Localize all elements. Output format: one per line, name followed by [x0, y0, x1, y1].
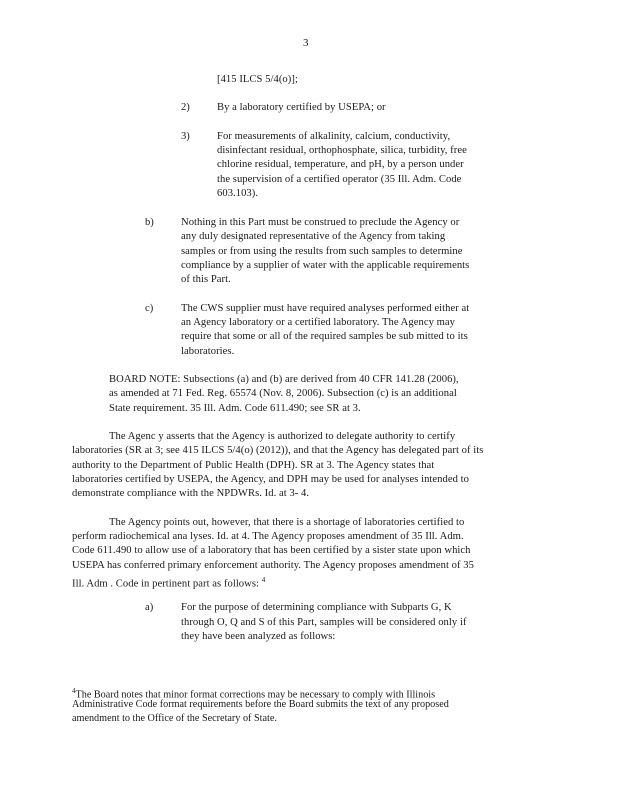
subsection-line: any duly designated representative of the Agency from taking — [181, 231, 446, 242]
footnote-line: amendment to the Office of the Secretary of State. — [72, 713, 277, 724]
body-line: Code 611.490 to allow use of a laboratory that has been certified by a sister state upon which — [72, 545, 471, 556]
quote-item-line: they have been analyzed as follows: — [181, 631, 336, 642]
list-item-line: For measurements of alkalinity, calcium, conductivity, — [217, 131, 451, 142]
list-item-label: 2) — [181, 102, 190, 113]
body-line: authority to the Department of Public Health (DPH). SR at 3. The Agency states that — [72, 460, 435, 471]
body-line: laboratories (SR at 3; see 415 ILCS 5/4(o) (2012)), and that the Agency has delegated part of its — [72, 445, 484, 456]
footnote-marker: 4 — [72, 687, 76, 695]
body-line: The Agenc y asserts that the Agency is authorized to delegate authority to certify — [109, 431, 456, 442]
body-line: demonstrate compliance with the NPDWRs. Id. at 3- 4. — [72, 488, 310, 499]
body-line: perform radiochemical ana lyses. Id. at 4. The Agency proposes amendment of 35 Ill. Adm. — [72, 531, 464, 542]
subsection-label: b) — [145, 217, 154, 228]
subsection-line: laboratories. — [181, 346, 235, 357]
footnote-reference: 4 — [261, 576, 266, 584]
list-item-line: disinfectant residual, orthophosphate, silica, turbidity, free — [217, 145, 467, 156]
subsection-label: c) — [145, 303, 154, 314]
list-item-line: the supervision of a certified operator (35 Ill. Adm. Code — [217, 174, 462, 185]
page-number: 3 — [303, 37, 309, 49]
subsection-line: compliance by a supplier of water with the applicable requirements — [181, 260, 470, 271]
subsection-line: samples or from using the results from such samples to determine — [181, 246, 463, 257]
body-line: laboratories certified by USEPA, the Agency, and DPH may be used for analyses intended to — [72, 474, 470, 485]
body-line: The Agency points out, however, that there is a shortage of laboratories certified to — [109, 517, 465, 528]
body-line-text: Ill. Adm . Code in pertinent part as follows: — [72, 578, 262, 590]
quote-item-label: a) — [145, 602, 154, 613]
body-line-last — [72, 573, 265, 592]
list-item-line: By a laboratory certified by USEPA; or — [217, 102, 386, 113]
list-item-line: chlorine residual, temperature, and pH, by a person under — [217, 159, 464, 170]
subsection-line: an Agency laboratory or a certified laboratory. The Agency may — [181, 317, 456, 328]
body-line: USEPA has conferred primary enforcement authority. The Agency proposes amendment of 35 — [72, 560, 474, 571]
board-note-line: as amended at 71 Fed. Reg. 65574 (Nov. 8, 2006). Subsection (c) is an additional — [109, 388, 457, 399]
quote-item-line: through O, Q and S of this Part, samples will be considered only if — [181, 617, 467, 628]
list-item-line: [415 ILCS 5/4(o)]; — [217, 74, 298, 85]
board-note-line: BOARD NOTE: Subsections (a) and (b) are derived from 40 CFR 141.28 (2006), — [109, 374, 459, 385]
subsection-line: require that some or all of the required samples be sub mitted to its — [181, 331, 468, 342]
subsection-line: The CWS supplier must have required analyses performed either at — [181, 303, 470, 314]
quote-item-line: For the purpose of determining compliance with Subparts G, K — [181, 602, 452, 613]
subsection-line: Nothing in this Part must be construed to preclude the Agency or — [181, 217, 460, 228]
footnote-line: Administrative Code format requirements before the Board submits the text of any proposed — [72, 699, 449, 710]
footnote-text: The Board notes that minor format corrections may be necessary to comply with Illinois — [75, 689, 436, 701]
list-item-line: 603.103). — [217, 188, 259, 199]
board-note-line: State requirement. 35 Ill. Adm. Code 611.490; see SR at 3. — [109, 403, 361, 414]
subsection-line: of this Part. — [181, 274, 231, 285]
list-item-label: 3) — [181, 131, 190, 142]
